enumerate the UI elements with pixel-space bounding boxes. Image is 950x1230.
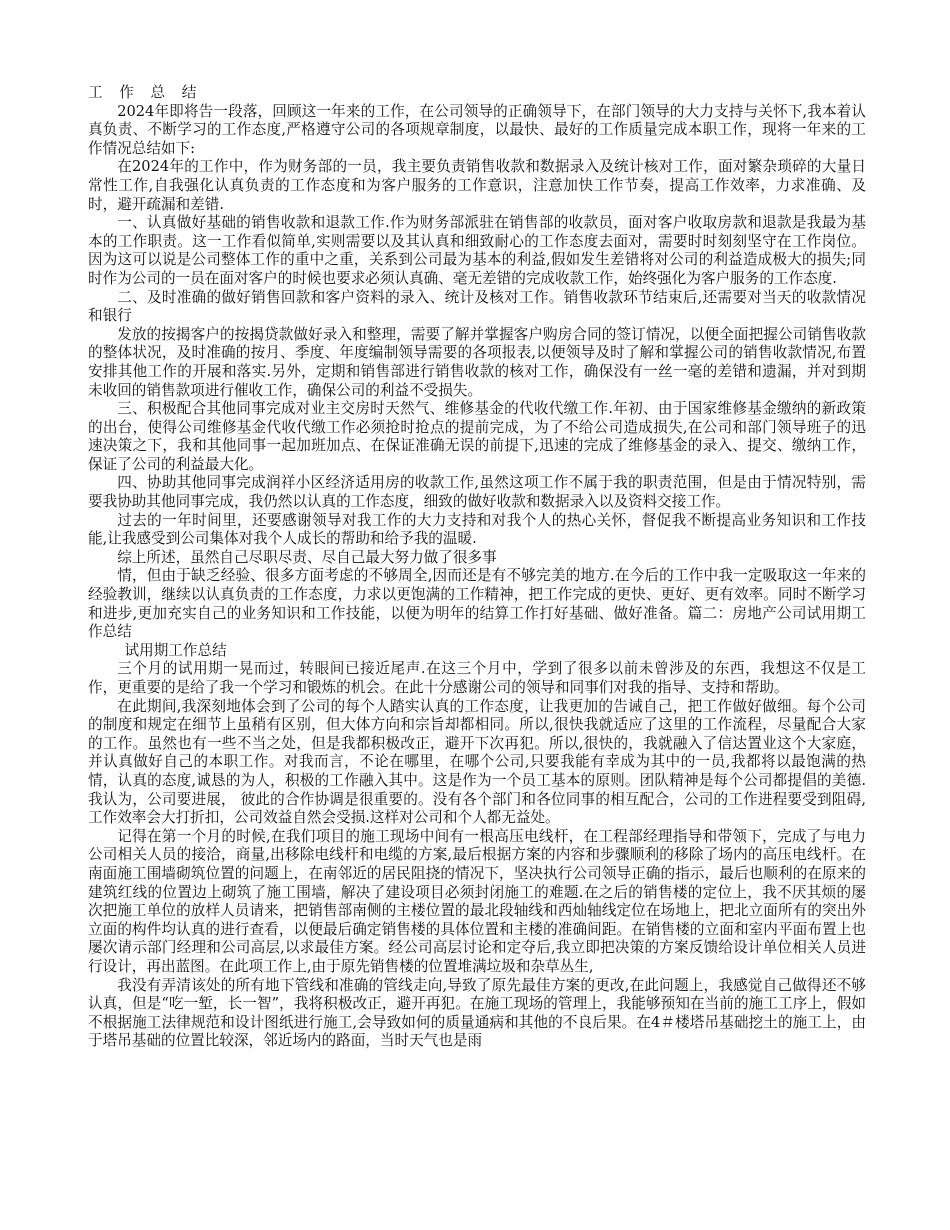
- paragraph-thanks: 过去的一年时间里，还要感谢领导对我工作的大力支持和对我个人的热心关怀，督促我不断提高业务知识和工作技能,让我感受到公司集体对我个人成长的帮助和给予我的温暖.: [88, 511, 866, 548]
- paragraph-item-2-cont: 发放的按揭客户的按揭贷款做好录入和整理，需要了解并掌握客户购房合同的签订情况，以便全面把握公司销售收款的整体状况，及时准确的按月、季度、年度编制领导需要的各项报表,以便领导及时了解和掌握公司的销售收款情况,布置安排其他工作的开展和落实.另外，定期和销售部进行销售收款的核对工作，确保没有一丝一毫的差错和遗漏，并对到期未收回的销售款项进行催收工作，确保公司的利益不受损失。: [88, 325, 866, 399]
- paragraph-intro: 2024年即将告一段落，回顾这一年来的工作，在公司领导的正确领导下，在部门领导的大力支持与关怀下,我本着认真负责、不断学习的工作态度,严格遵守公司的各项规章制度，以最快、最好的工作质量完成本职工作，现将一年来的工作情况总结如下:: [88, 102, 866, 157]
- paragraph-probation-attitude: 在此期间,我深刻地体会到了公司的每个人踏实认真的工作态度，让我更加的告诫自己，把工作做好做细。每个公司的制度和规定在细节上虽稍有区别，但大体方向和宗旨却都相同。所以,很快我就适应了这里的工作流程，尽量配合大家的工作。虽然也有一些不当之处，但是我都积极改正，避开下次再犯。所以,很快的，我就融入了信达置业这个大家庭，并认真做好自己的本职工作。对我而言，不论在哪里，在哪个公司,只要我能有幸成为其中的一员,我都将以最饱满的热情，认真的态度,诚恳的为人，积极的工作融入其中。这是作为一个员工基本的原则。团队精神是每个公司都提倡的美德.我认为，公司要进展， 彼此的合作协调是很重要的。没有各个部门和各位同事的相互配合，公司的工作进程要受到阻碍,工作效率会大打折扣，公司效益自然会受损.这样对公司和个人都无益处。: [88, 697, 866, 827]
- paragraph-item-2: 二、及时准确的做好销售回款和客户资料的录入、统计及核对工作。销售收款环节结束后,还需要对当天的收款情况和银行: [88, 288, 866, 325]
- document-title: 工 作 总 结: [88, 84, 203, 101]
- paragraph-first-month: 记得在第一个月的时候,在我们项目的施工现场中间有一根高压电线杆，在工程部经理指导和带领下，完成了与电力公司相关人员的接洽，商量,出移除电线杆和电缆的方案,最后根据方案的内容和步骤顺利的移除了场内的高压电线杆。在南面施工围墙砌筑位置的问题上，在南邻近的居民阻挠的情况下，坚决执行公司领导正确的指示，最后也顺利的在原来的建筑红线的位置边上砌筑了施工围墙，解决了建设项目必须封闭施工的难题.在之后的销售楼的定位上，我不厌其烦的屡次把施工单位的放样人员请来，把销售部南侧的主楼位置的最北段轴线和西灿轴线定位在场地上，把北立面所有的突出外立面的构件均认真的进行查看，以便最后确定销售楼的具体位置和主楼的准确间距。在销售楼的立面和室内平面布置上也屡次请示部门经理和公司高层,以求最佳方案。经公司高层讨论和定夺后,我立即把决策的方案反馈给设计单位相关人员进行设计，再出蓝图。在此项工作上,由于原先销售楼的位置堆满垃圾和杂草丛生,: [88, 827, 866, 975]
- paragraph-probation-intro: 三个月的试用期一晃而过，转眼间已接近尾声.在这三个月中，学到了很多以前未曾涉及的东西，我想这不仅是工作，更重要的是给了我一个学习和锻炼的机会。在此十分感谢公司的领导和同事们对我的指导、支持和帮助。: [88, 660, 866, 696]
- paragraph-item-3: 三、积极配合其他同事完成对业主交房时天然气、维修基金的代收代缴工作.年初、由于国家维修基金缴纳的新政策的出台，使得公司维修基金代收代缴工作必须抢时抢点的提前完成，为了不给公司造成损失,在公司和部门领导班子的迅速决策之下，我和其他同事一起加班加点、在保证准确无误的前提下,迅速的完成了维修基金的录入、提交、缴纳工作，保证了公司的利益最大化。: [88, 400, 866, 473]
- paragraph-item-4: 四、协助其他同事完成润祥小区经济适用房的收款工作,虽然这项工作不属于我的职责范围，但是由于情况特别，需要我协助其他同事完成，我仍然以认真的工作态度，细致的做好收款和数据录入以及资料交接工作。: [88, 474, 866, 511]
- paragraph-summary: 综上所述，虽然自己尽职尽责、尽自己最大努力做了很多事: [117, 548, 497, 566]
- paragraph-site-management: 我没有弄清该处的所有地下管线和准确的管线走向,导致了原先最佳方案的更改,在此问题上，我感觉自己做得还不够认真，但是“吃一堑，长一智”，我将积极改正，避开再犯。在施工现场的管理上，我能够预知在当前的施工工序上，假如不根据施工法律规范和设计图纸进行施工,会导致如何的质量通病和其他的不良后果。在4＃楼塔吊基础挖土的施工上，由于塔吊基础的位置比较深，邻近场内的路面，当时天气也是雨: [88, 976, 866, 1050]
- paragraph-2024-work: 在2024年的工作中，作为财务部的一员，我主要负责销售收款和数据录入及统计核对工作，面对繁杂琐碎的大量日常性工作,自我强化认真负责的工作态度和为客户服务的工作意识，注意加快工作节奏，提高工作效率，力求准确、及时，避开疏漏和差错.: [88, 158, 866, 213]
- paragraph-summary-cont: 情，但由于缺乏经验、很多方面考虑的不够周全,因而还是有不够完美的地方.在今后的工作中我一定吸取这一年来的经验教训，继续以认真负责的工作态度，力求以更饱满的工作精神，把工作完成的更快、更好、更有效率。同时不断学习和进步,更加充实自己的业务知识和工作技能，以便为明年的结算工作打好基础、做好准备。篇二：房地产公司试用期工作总结: [88, 567, 866, 641]
- paragraph-item-1: 一、认真做好基础的销售收款和退款工作.作为财务部派驻在销售部的收款员，面对客户收取房款和退款是我最为基本的工作职责。这一工作看似简单,实则需要以及其认真和细致耐心的工作态度去面对，需要时时刻刻坚守在工作岗位。因为这可以说是公司整体工作的重中之重，关系到公司最为基本的利益,假如发生差错将对公司的利益造成极大的损失;同时作为公司的一员在面对客户的时候也要求必须认真确、毫无差错的完成收款工作，始终强化为客户服务的工作态度.: [88, 214, 866, 287]
- section-title-probation: 试用期工作总结: [124, 641, 227, 659]
- document-page: [88, 84, 866, 1051]
